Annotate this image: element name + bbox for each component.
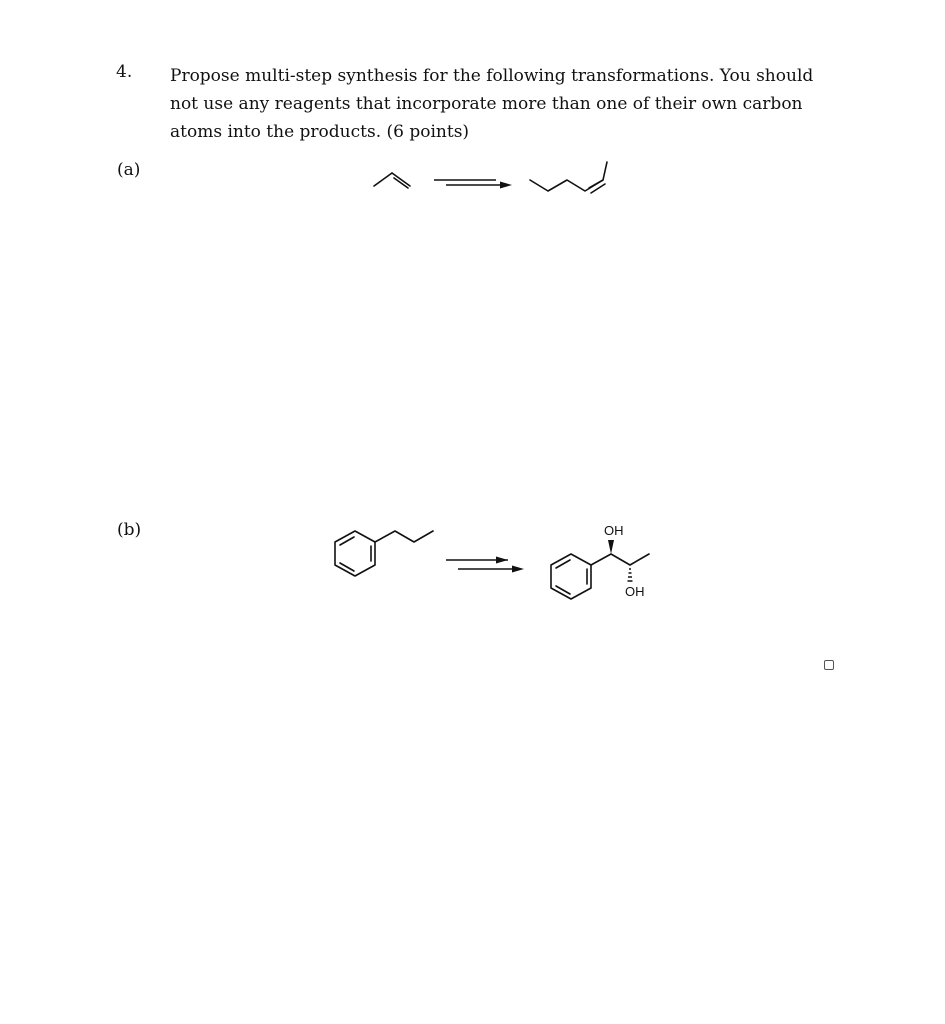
- bold-wedge-bond: [608, 540, 614, 554]
- top-hydroxyl-label: OH: [604, 523, 624, 538]
- part-b-label: (b): [117, 520, 142, 540]
- part-a-reaction-arrow: [434, 180, 512, 189]
- part-a-label: (a): [117, 160, 141, 180]
- prompt-line-1: Propose multi-step synthesis for the following transformations. You should: [170, 66, 814, 86]
- question-number: 4.: [116, 62, 133, 82]
- prompt-line-3: atoms into the products. (6 points): [170, 122, 470, 142]
- part-b-reactant-propylbenzene: [335, 531, 433, 576]
- part-a-reactant-propene: [374, 173, 410, 188]
- bottom-hydroxyl-label: OH: [625, 584, 645, 599]
- part-b-reaction-arrow: [446, 557, 524, 573]
- prompt-line-2: not use any reagents that incorporate more than one of their own carbon: [170, 94, 803, 114]
- part-a-product-pentene: [530, 162, 607, 193]
- hashed-wedge-bond: [628, 569, 633, 581]
- answer-checkbox[interactable]: [824, 660, 834, 670]
